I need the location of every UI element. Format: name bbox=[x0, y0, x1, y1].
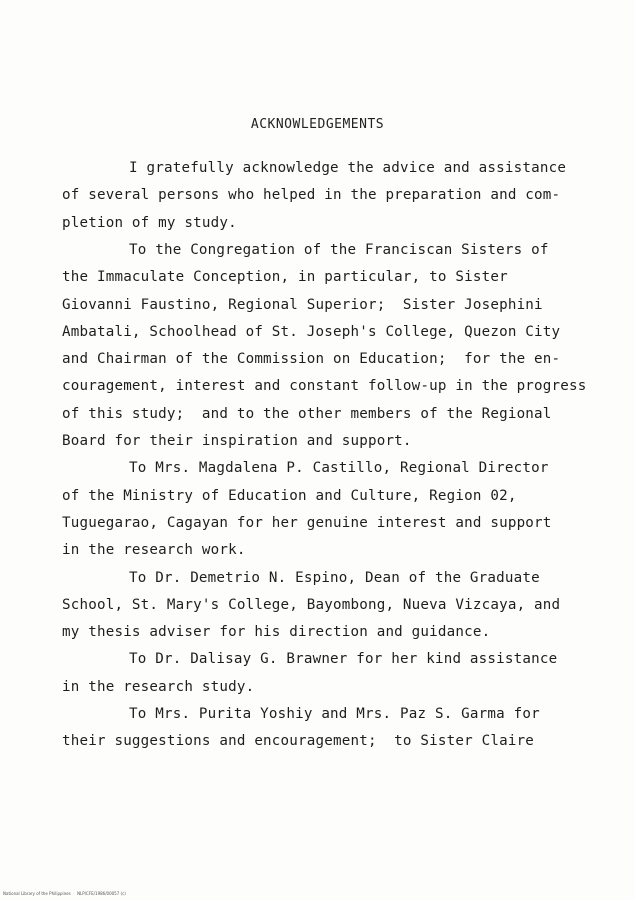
text-line: Board for their inspiration and support. bbox=[62, 433, 412, 449]
text-line: couragement, interest and constant follow-up in the progress bbox=[62, 378, 587, 395]
text-line: Ambatali, Schoolhead of St. Joseph's College, Quezon City bbox=[62, 323, 561, 340]
text-line: of several persons who helped in the preparation and com- bbox=[62, 187, 561, 204]
text-line: their suggestions and encouragement; to Sister Claire bbox=[62, 733, 535, 750]
text-line: and Chairman of the Commission on Education; for the en- bbox=[62, 351, 561, 368]
text-line: my thesis adviser for his direction and guidance. bbox=[62, 624, 491, 641]
text-line: To the Congregation of the Franciscan Sisters of bbox=[129, 241, 549, 258]
text-line: pletion of my study. bbox=[62, 214, 237, 231]
page-heading: ACKNOWLEDGEMENTS bbox=[250, 117, 385, 132]
text-line: Tuguegarao, Cagayan for her genuine interest and support bbox=[62, 514, 552, 531]
text-line: in the research study. bbox=[62, 678, 255, 695]
text-line: in the research work. bbox=[62, 542, 246, 559]
text-line: School, St. Mary's College, Bayombong, Nueva Vizcaya, and bbox=[62, 596, 561, 613]
text-line: To Dr. Dalisay G. Brawner for her kind assistance bbox=[129, 651, 558, 668]
text-line: the Immaculate Conception, in particular, to Sister bbox=[62, 269, 508, 286]
text-line: To Mrs. Magdalena P. Castillo, Regional Director bbox=[129, 460, 549, 477]
text-line: of the Ministry of Education and Culture, Region 02, bbox=[62, 487, 517, 504]
text-line: To Dr. Demetrio N. Espino, Dean of the Graduate bbox=[129, 569, 540, 586]
archive-footer: National Library of the Philippines NLP/CFE/1986/00057 (c) bbox=[3, 891, 126, 896]
text-line: Giovanni Faustino, Regional Superior; Sister Josephini bbox=[62, 296, 543, 313]
text-line: To Mrs. Purita Yoshiy and Mrs. Paz S. Garma for bbox=[129, 706, 540, 722]
text-line: of this study; and to the other members of the Regional bbox=[62, 405, 552, 422]
text-line: I gratefully acknowledge the advice and assistance bbox=[129, 160, 567, 176]
